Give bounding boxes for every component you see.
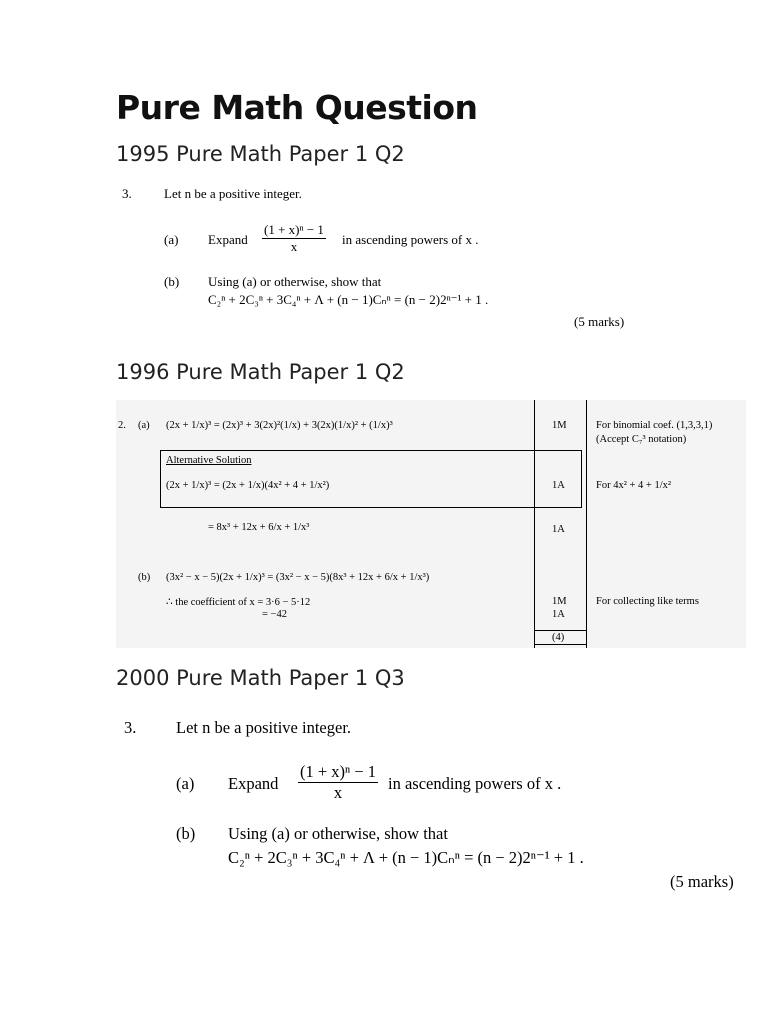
solution-scan-1996 — [116, 400, 746, 648]
mark-1: 1M — [552, 420, 567, 431]
part-a-text: Expand — [208, 232, 248, 247]
question-number: 3. — [122, 186, 132, 201]
alternative-solution-title: Alternative Solution — [166, 455, 252, 466]
total-line-top — [534, 630, 586, 631]
mark-total: (4) — [552, 632, 565, 643]
solution-line-4: (3x² − x − 5)(2x + 1/x)³ = (3x² − x − 5)(8x³ + 12x + 6/x + 1/x³) — [166, 572, 430, 583]
remark-2: (Accept C₇³ notation) — [596, 434, 687, 445]
marks-label: (5 marks) — [574, 314, 625, 329]
marks-column-divider-right — [586, 400, 587, 648]
part-b-label: (b) — [176, 824, 196, 843]
solution-line-5: ∴ the coefficient of x = 3·6 − 5·12 — [166, 597, 311, 608]
section-heading-1996: 1996 Pure Math Paper 1 Q2 — [116, 360, 405, 384]
part-a-fraction — [262, 222, 326, 255]
section-heading-1995: 1995 Pure Math Paper 1 Q2 — [116, 142, 405, 166]
mark-2: 1A — [552, 480, 565, 491]
part-a-tail: in ascending powers of x . — [388, 774, 562, 793]
part-a-tail: in ascending powers of x . — [342, 232, 479, 247]
part-b-text: Using (a) or otherwise, show that — [208, 274, 382, 289]
fraction-denominator: x — [290, 239, 298, 254]
part-b-text: Using (a) or otherwise, show that — [228, 824, 448, 843]
question-scan-1995 — [118, 182, 638, 332]
section-heading-2000: 2000 Pure Math Paper 1 Q3 — [116, 666, 405, 690]
page-title: Pure Math Question — [116, 88, 478, 127]
question-scan-2000 — [118, 712, 748, 902]
solution-number: 2. — [118, 420, 126, 431]
solution-line-1: (2x + 1/x)³ = (2x)³ + 3(2x)²(1/x) + 3(2x)(1/x)² + (1/x)³ — [166, 420, 393, 431]
solution-line-6: = −42 — [262, 609, 287, 620]
part-b-formula: C₂ⁿ + 2C₃ⁿ + 3C₄ⁿ + Λ + (n − 1)Cₙⁿ = (n − 2)2ⁿ⁻¹ + 1 . — [208, 292, 489, 307]
mark-3: 1A — [552, 524, 565, 535]
fraction-denominator: x — [333, 783, 343, 802]
part-a-text: Expand — [228, 774, 279, 793]
question-number: 3. — [124, 718, 137, 737]
part-a-label: (a) — [164, 232, 179, 247]
remark-1: For binomial coef. (1,3,3,1) — [596, 420, 713, 431]
solution-line-3: = 8x³ + 12x + 6/x + 1/x³ — [208, 522, 310, 533]
part-b-label: (b) — [164, 274, 180, 289]
remark-4: For collecting like terms — [596, 596, 699, 607]
fraction-numerator: (1 + x)ⁿ − 1 — [300, 762, 377, 781]
total-line-bottom — [534, 644, 586, 645]
solution-part-b-label: (b) — [138, 572, 151, 583]
mark-4: 1M — [552, 596, 567, 607]
marks-column-divider-left — [534, 400, 535, 648]
mark-5: 1A — [552, 609, 565, 620]
part-b-formula: C₂ⁿ + 2C₃ⁿ + 3C₄ⁿ + Λ + (n − 1)Cₙⁿ = (n − 2)2ⁿ⁻¹ + 1 . — [228, 848, 584, 867]
solution-part-a-label: (a) — [138, 420, 150, 431]
remark-3: For 4x² + 4 + 1/x² — [596, 480, 672, 491]
part-a-fraction — [298, 762, 378, 803]
fraction-numerator: (1 + x)ⁿ − 1 — [264, 222, 324, 237]
part-a-label: (a) — [176, 774, 195, 793]
alternative-solution-line: (2x + 1/x)³ = (2x + 1/x)(4x² + 4 + 1/x²) — [166, 480, 330, 491]
question-stem: Let n be a positive integer. — [164, 186, 302, 201]
question-stem: Let n be a positive integer. — [176, 718, 352, 737]
marks-label: (5 marks) — [670, 872, 734, 891]
